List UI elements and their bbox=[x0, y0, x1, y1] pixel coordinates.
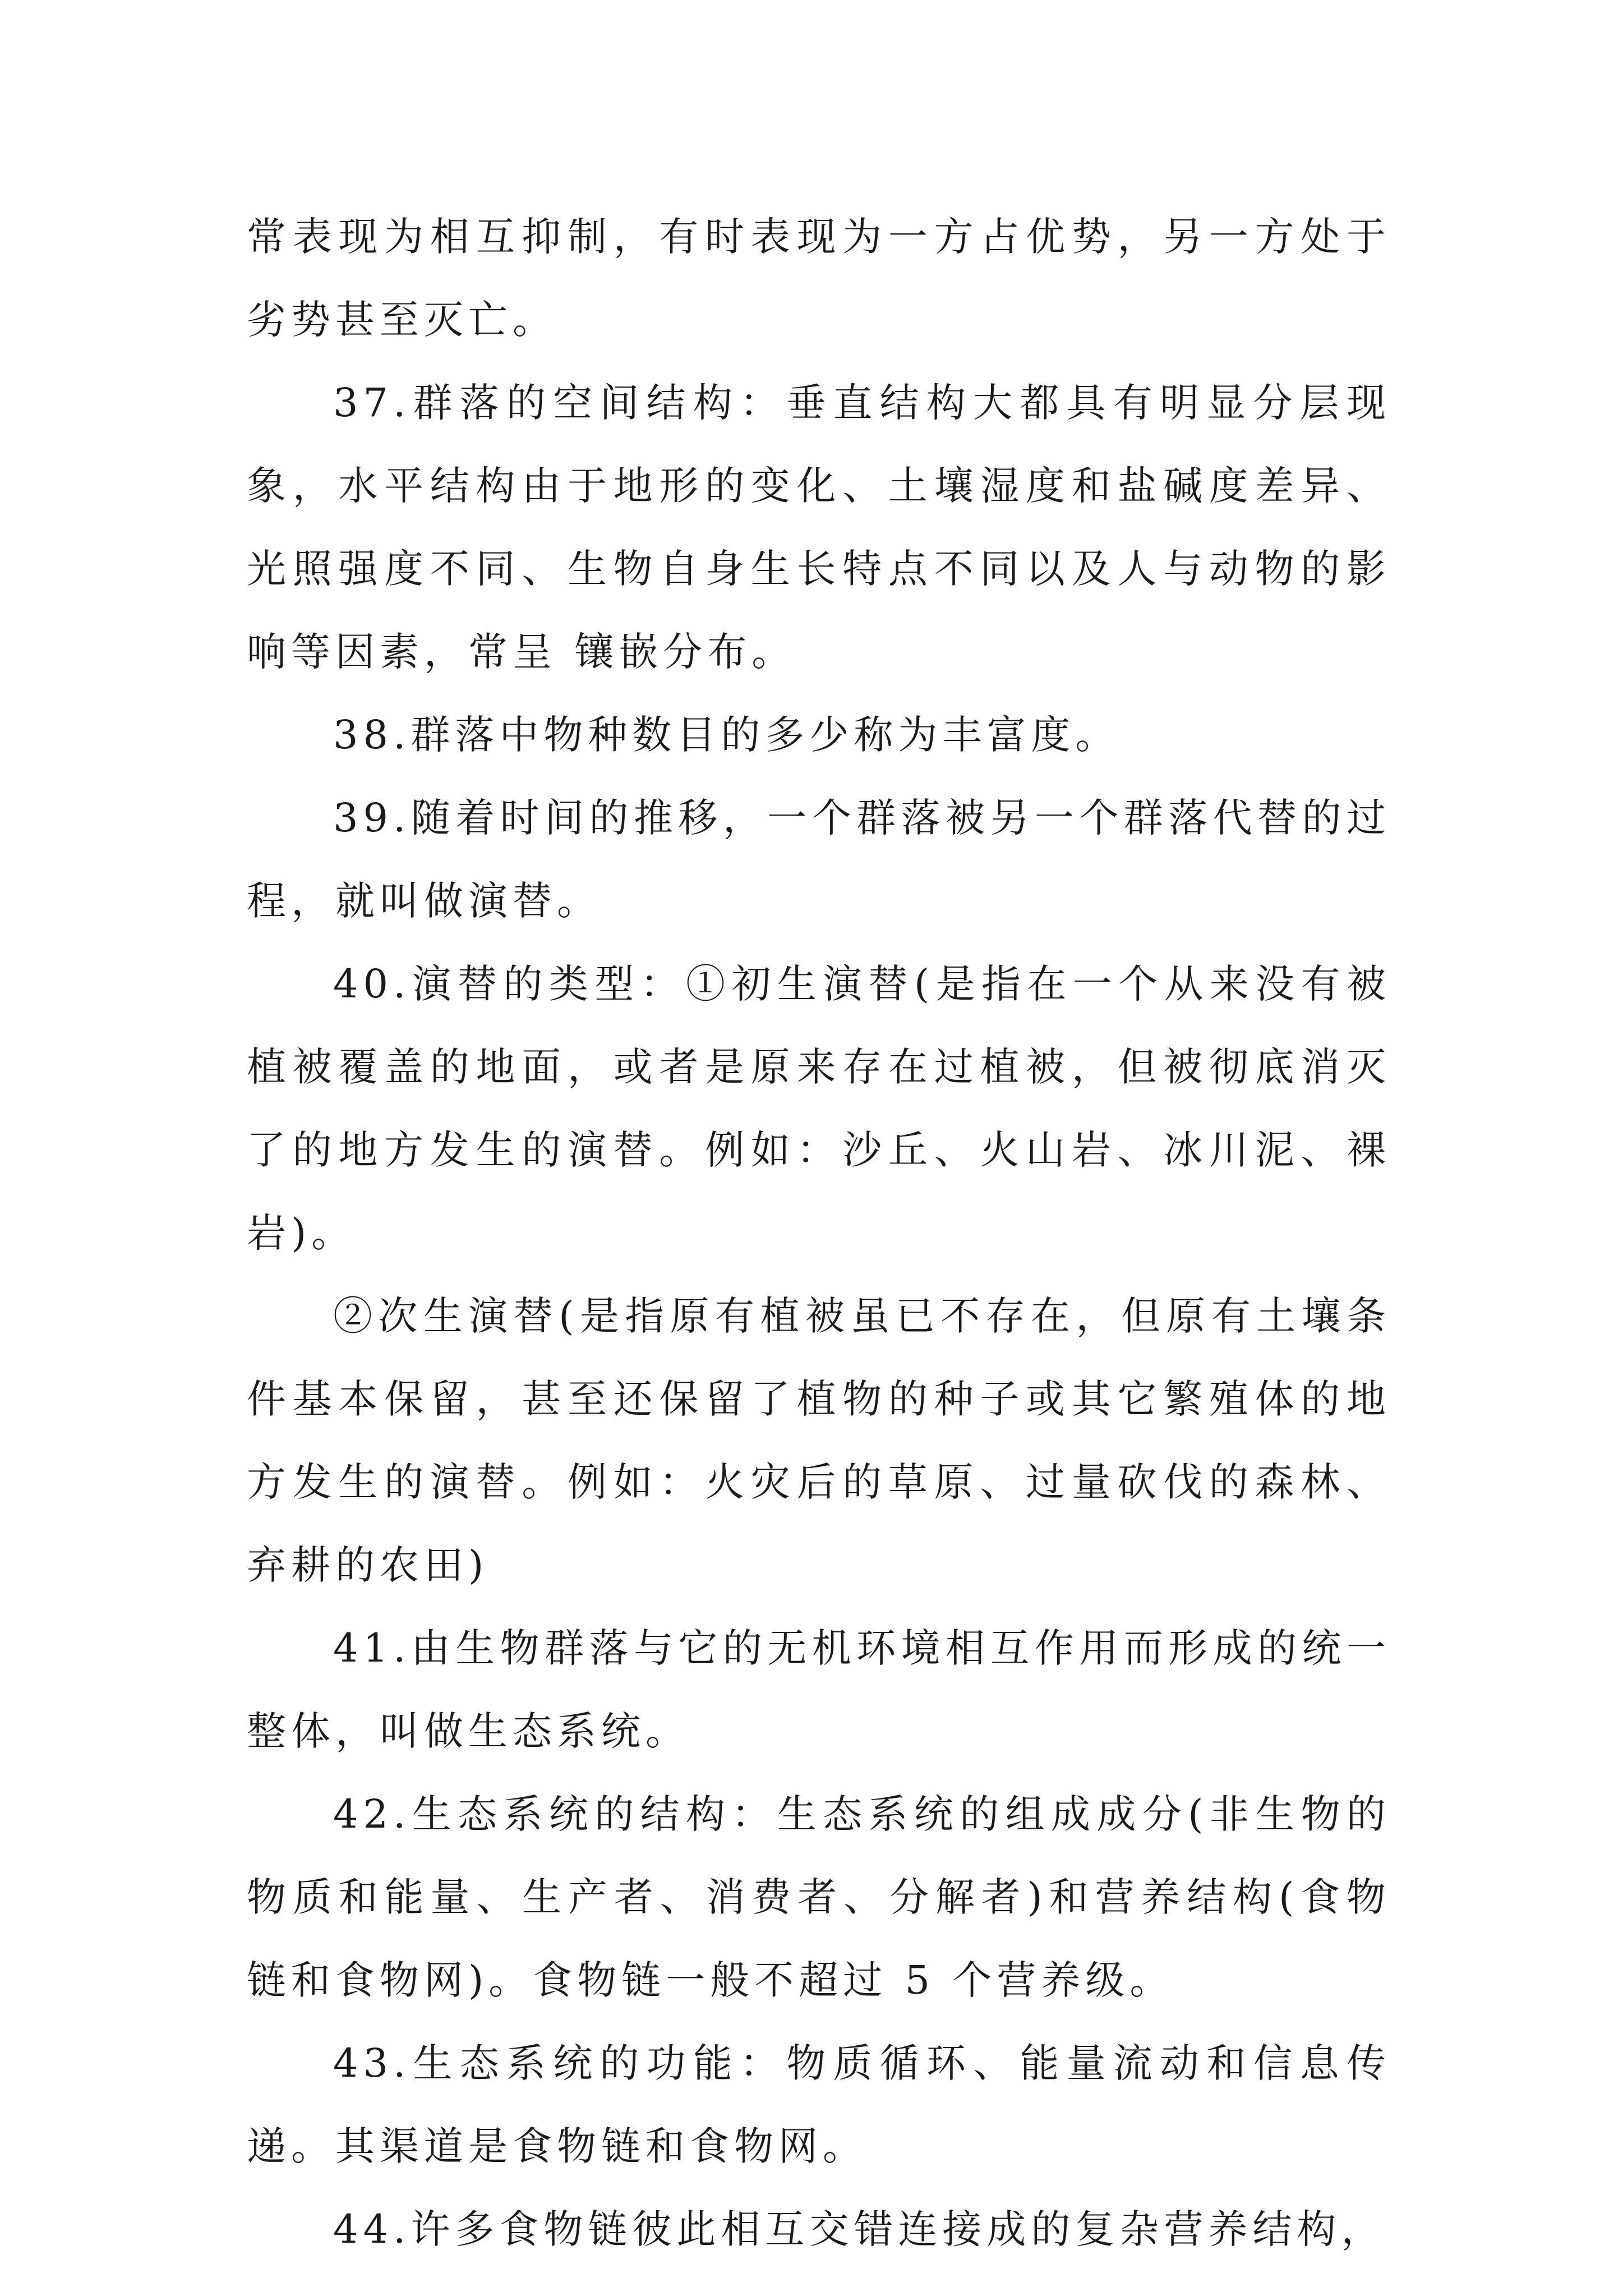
paragraph-item-38: 38.群落中物种数目的多少称为丰富度。 bbox=[333, 712, 1120, 758]
paragraph-item-41: 41.由生物群落与它的无机环境相互作用而形成的统一整体，叫做生态系统。 bbox=[247, 1625, 1391, 1754]
paragraph-item-40: 40.演替的类型：①初生演替(是指在一个从来没有被植被覆盖的地面，或者是原来存在过植被，但被彻底消灭了的地方发生的演替。例如：沙丘、火山岩、冰川泥、裸岩)。 bbox=[247, 961, 1391, 1256]
paragraph-item-43: 43.生态系统的功能：物质循环、能量流动和信息传递。其渠道是食物链和食物网。 bbox=[247, 2040, 1391, 2169]
paragraph-item-42: 42.生态系统的结构：生态系统的组成成分(非生物的物质和能量、生产者、消费者、分解者)和营养结构(食物链和食物网)。食物链一般不超过 5 个营养级。 bbox=[247, 1791, 1391, 2003]
paragraph-continuation: 常表现为相互抑制，有时表现为一方占优势，另一方处于劣势甚至灭亡。 bbox=[247, 214, 1391, 343]
paragraph-item-37: 37.群落的空间结构：垂直结构大都具有明显分层现象，水平结构由于地形的变化、土壤湿度和盐碱度差异、光照强度不同、生物自身生长特点不同以及人与动物的影响等因素，常呈 镶嵌分布。 bbox=[247, 380, 1391, 675]
paragraph-item-39: 39.随着时间的推移，一个群落被另一个群落代替的过程，就叫做演替。 bbox=[247, 795, 1391, 924]
paragraph-item-44: 44.许多食物链彼此相互交错连接成的复杂营养结构， bbox=[333, 2206, 1386, 2252]
paragraph-item-40-secondary: ②次生演替(是指原有植被虽已不存在，但原有土壤条件基本保留，甚至还保留了植物的种子或其它繁殖体的地方发生的演替。例如：火灾后的草原、过量砍伐的森林、弃耕的农田) bbox=[247, 1293, 1391, 1588]
document-body bbox=[247, 195, 1391, 2271]
